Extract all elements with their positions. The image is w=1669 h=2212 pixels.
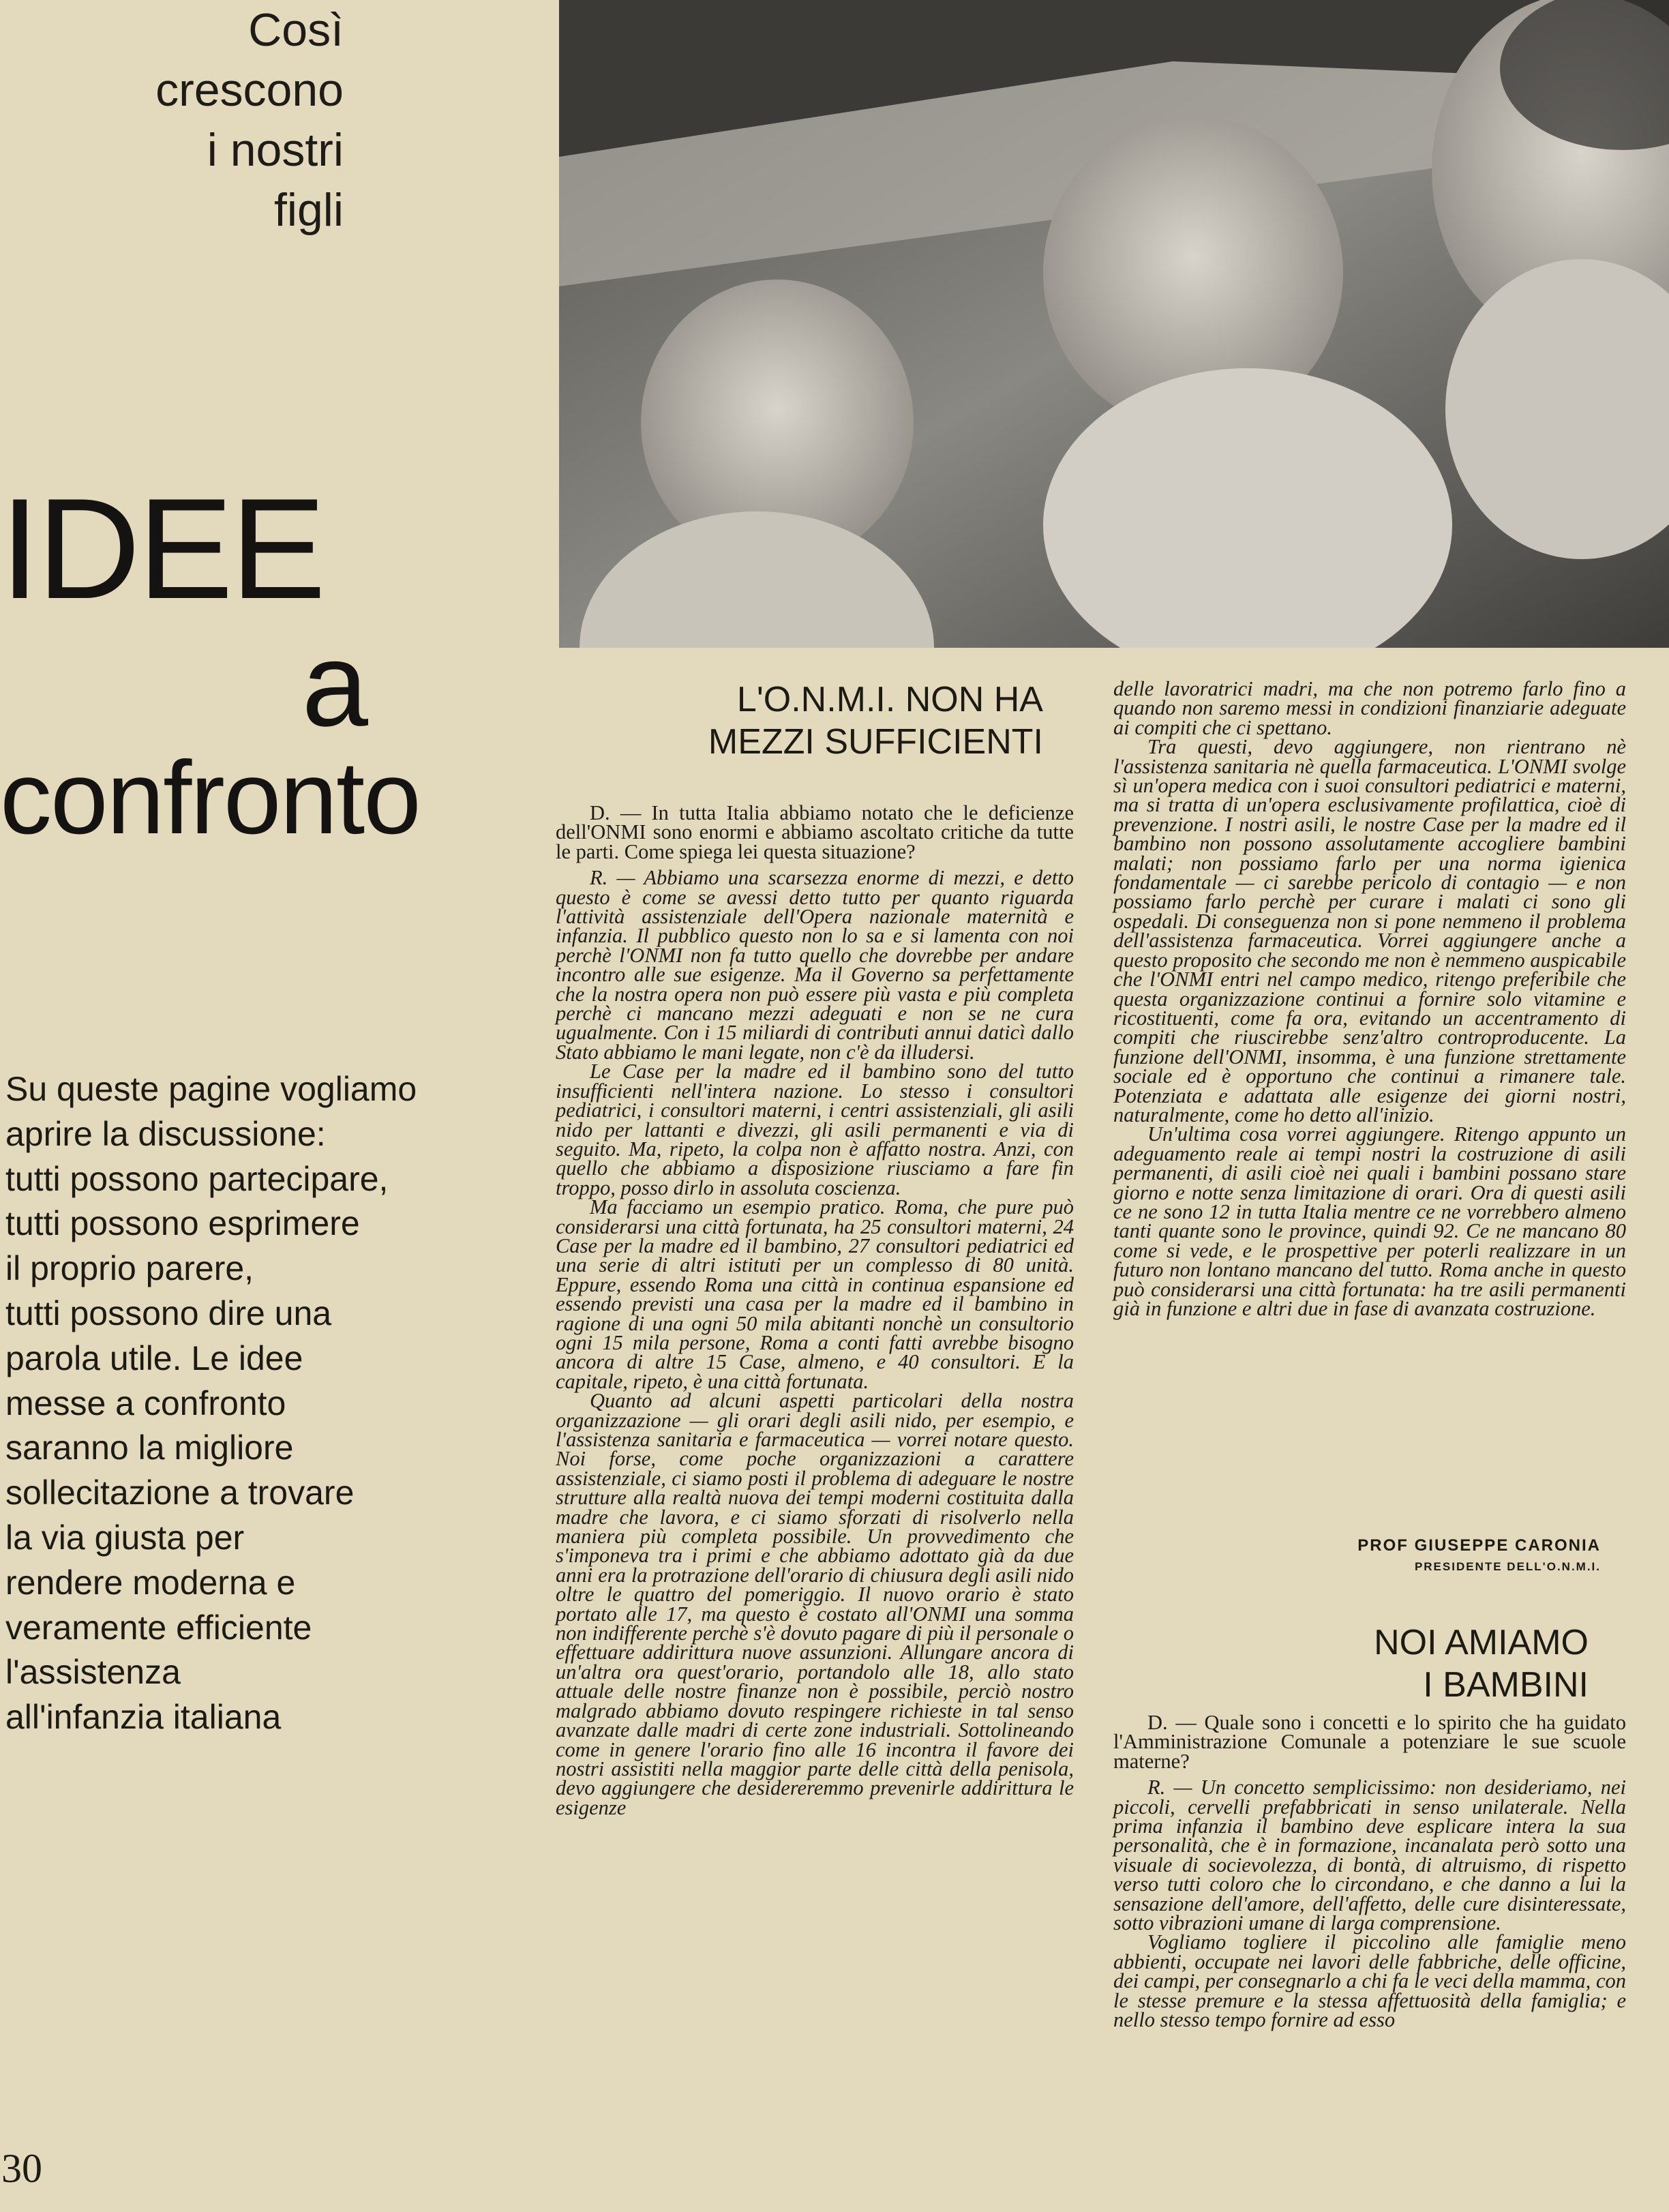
byline-role: PRESIDENTE DELL'O.N.M.I.: [1414, 1560, 1601, 1573]
paragraph: Vogliamo togliere il piccolino alle famiglie meno abbienti, occupate nei lavori delle fabbriche, delle officine, dei campi, per consegnarlo a chi fa le veci della mamma, con le stesse premure e la stessa affettuosità della famiglia; e nello stesso tempo fornire ad esso: [1113, 1930, 1626, 2032]
headline: [0, 468, 545, 856]
byline-name: PROF GIUSEPPE CARONIA: [1357, 1536, 1601, 1555]
headline-line-3: confronto: [0, 740, 420, 856]
byline: [1113, 1534, 1601, 1576]
photo-newborns: [559, 0, 1669, 648]
paragraph: Quanto ad alcuni aspetti particolari della nostra organizzazione — gli orari degli asili nido, per esempio, e l'assistenza sanitaria e farmaceutica — vorrei notare questo. Noi forse, come poche organizzazioni a carattere assistenziale, ci siamo posti il problema di adeguare le nostre strutture alla realtà nuova dei tempi moderni costituita dalla madre che lavora, e ci siamo sforzati di risolverlo nella maniera più completa possibile. Un provvedimento che s'imponeva tra i primi e che abbiamo adottato già da due anni era la protrazione dell'orario di chiusura degli asili nido oltre le quattro del pomeriggio. Il nuovo orario è stato portato alle 17, ma questo è costato all'ONMI una somma non indifferente perchè s'è dovuto pagare di più il personale o effettuare addirittura nuove assunzioni. Allungare ancora di un'altra ora quest'orario, portandolo alle 18, allo stato attuale delle nostre finanze non è possibile, perciò nostro malgrado abbiamo dovuto respingere richieste in tal senso avanzate dalle madri di certe zone industriali. Sottolineando come in genere l'orario fino alle 16 incontra il favore dei nostri assistiti nella maggior parte delle città della penisola, devo aggiungere che desidereremmo prevenirle addirittura le esigenze: [556, 1389, 1074, 1819]
section-title-onmi: L'O.N.M.I. NON HA MEZZI SUFFICIENTI: [708, 680, 1043, 762]
page-number: 30: [1, 2146, 42, 2191]
article-column-3: [1113, 1713, 1626, 2030]
article-column-1: [556, 803, 1074, 1817]
paragraph: Un'ultima cosa vorrei aggiungere. Ritengo appunto un adeguamento reale ai tempi nostri la costruzione di asili permanenti, di asili cioè nei quali i bambini possano stare giorno e notte senza limitazione di orari. Ora di questi asili ce ne sono 12 in tutta Italia mentre ce ne vorrebbero almeno tanti quante sono le province, quindi 92. Ce ne mancano 80 come si vede, e le prospettive per poterli realizzare in un futuro non lontano mancano del tutto. Roma anche in questo può considerarsi una città fortunata: ha tre asili permanenti già in funzione e altri due in fase di avanzata costruzione.: [1113, 1122, 1626, 1320]
paragraph: R. — Un concetto semplicissimo: non desideriamo, nei piccoli, cervelli prefabbricati in senso unilaterale. Nella prima infanzia il bambino deve esplicare intera la sua personalità, che è in formazione, incanalata però sotto una visuale di socievolezza, di bontà, di altruismo, di rispetto verso tutti coloro che lo circondano, e che danno a lui la sensazione dell'amore, dell'affetto, delle cure disinteressate, sotto vibrazioni umane di larga comprensione.: [1113, 1776, 1626, 1935]
headline-line-2: a: [301, 618, 368, 751]
section-title-bambini: NOI AMIAMO I BAMBINI: [1374, 1623, 1589, 1705]
paragraph: Ma facciamo un esempio pratico. Roma, che pure può considerarsi una città fortunata, ha 25 consultori materni, 24 Case per la madre ed il bambino, 27 consultori pediatrici ed una serie di altri istituti per un complesso di 80 unità. Eppure, essendo Roma una città in continua espansione ed essendo previsti una casa per la madre ed il bambino in ragione di una ogni 50 mila abitanti nonchè un consultorio ogni 15 mila persone, Roma a conti fatti avrebbe bisogno ancora di altre 15 Case, almeno, e 40 consultori. E la capitale, ripeto, è una città fortunata.: [556, 1195, 1074, 1393]
paragraph: R. — Abbiamo una scarsezza enorme di mezzi, e detto questo è come se avessi detto tutto per quanto riguarda l'attività assistenziale dell'Opera nazionale maternità e infanzia. Il pubblico questo non lo sa e si lamenta con noi perchè l'ONMI non fa tutto quello che dovrebbe per andare incontro alle sue esigenze. Ma il Governo sa perfettamente che la nostra opera non può essere più vasta e più completa perchè ci mancano mezzi adeguati e non se ne cura ugualmente. Con i 15 miliardi di contributi annui daticì dallo Stato abbiamo le mani legate, non c'è da illudersi.: [556, 866, 1074, 1064]
article-column-2: [1113, 679, 1626, 1318]
kicker-title: Così crescono i nostri figli: [155, 4, 344, 236]
paragraph: Le Case per la madre ed il bambino sono del tutto insufficienti nell'intera nazione. Lo stesso i consultori pediatrici, i consultori materni, i centri assistenziali, gli asili nido per lattanti e divezzi, gli asili permanenti e via di seguito. Ma, ripeto, la colpa non è affatto nostra. Anzi, con quello che abbiamo a disposizione riusciamo a fare fin troppo, posso dirlo in assoluta coscienza.: [556, 1060, 1074, 1199]
intro-text: Su queste pagine vogliamo aprire la discussione: tutti possono partecipare, tutti possono esprimere il proprio parere, tutti possono dire una parola utile. Le idee messe a confronto saranno la migliore sollecitazione a trovare la via giusta per rendere moderna e veramente efficiente l'assistenza all'infanzia italiana: [5, 1070, 417, 1737]
interview-question: D. — In tutta Italia abbiamo notato che le deficienze dell'ONMI sono enormi e abbiamo ascoltato critiche da tutte le parti. Come spiega lei questa situazione?: [556, 801, 1074, 863]
paragraph: delle lavoratrici madri, ma che non potremo farlo fino a quando non saremo messi in condizioni finanziarie adeguate ai compiti che ci spettano.: [1113, 677, 1626, 739]
headline-line-1: IDEE: [0, 468, 324, 629]
newborns-photo-illustration: [559, 0, 1669, 648]
paragraph: Tra questi, devo aggiungere, non rientrano nè l'assistenza sanitaria nè quella farmaceutica. L'ONMI svolge sì un'opera medica con i suoi consultori pediatrici e materni, ma si tratta di un'opera esclusivamente profilattica, cioè di prevenzione. I nostri asili, le nostre Case per la madre ed il bambino non possono assolutamente accogliere bambini malati; non possiamo farlo per una norma igienica fondamentale — ci sarebbe pericolo di contagio — e non possiamo farlo perchè per curare i malati ci sono gli ospedali. Di conseguenza non si pone nemmeno il problema dell'assistenza farmaceutica. Vorrei aggiungere anche a questo proposito che secondo me non è nemmeno auspicabile che l'ONMI entri nel campo medico, ritengo preferibile che questa organizzazione continui a fornire solo vitamine e ricostituenti, come fa ora, evitando un accentramento di compiti che riuscirebbe senz'altro controproducente. La funzione dell'ONMI, insomma, è una funzione strettamente sociale ed è opportuno che continui a rimanere tale. Potenziata e adattata alle esigenze dei giorni nostri, naturalmente, come ho detto all'inizio.: [1113, 735, 1626, 1126]
interview-question: D. — Quale sono i concetti e lo spirito che ha guidato l'Amministrazione Comunale a potenziare le sue scuole materne?: [1113, 1711, 1626, 1773]
